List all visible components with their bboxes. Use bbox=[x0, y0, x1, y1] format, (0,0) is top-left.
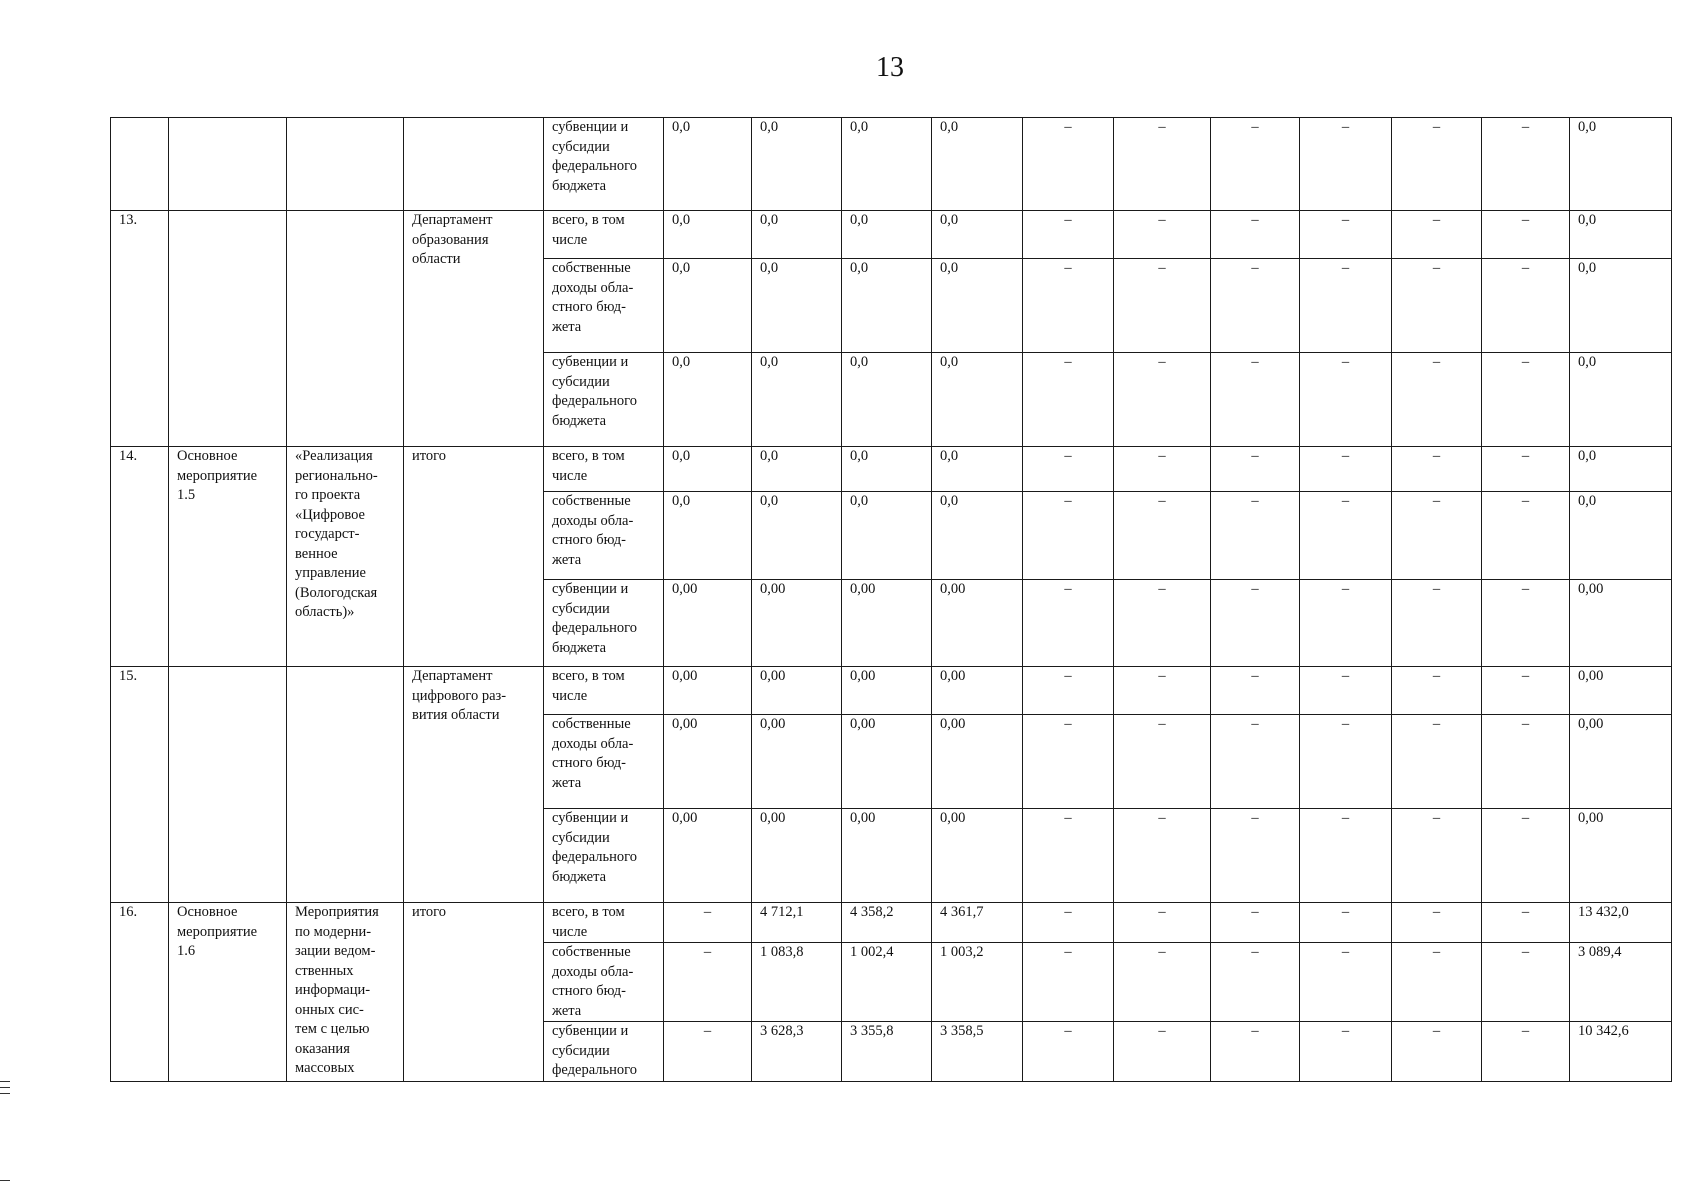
total-value-cell: 10 342,6 bbox=[1570, 1022, 1672, 1082]
activity-title-cell bbox=[287, 667, 404, 903]
cell-text-line: числе bbox=[552, 923, 588, 940]
cell-text-line: числе bbox=[552, 467, 588, 484]
year-value-cell: – bbox=[1211, 118, 1300, 211]
year-value-cell: 0,00 bbox=[932, 667, 1023, 715]
year-value-cell: – bbox=[1300, 580, 1392, 667]
year-value-cell: 0,0 bbox=[932, 447, 1023, 492]
year-value-cell: 0,00 bbox=[842, 809, 932, 903]
cell-text-line: жета bbox=[552, 318, 582, 335]
budget-table bbox=[110, 117, 1672, 1082]
cell-text-line: информаци- bbox=[295, 982, 371, 998]
year-value-cell: – bbox=[1114, 809, 1211, 903]
cell-text-line: субсидии bbox=[552, 600, 610, 617]
cell-text-line: (Вологодская bbox=[295, 584, 378, 601]
cell-text-line: Департамент bbox=[412, 212, 493, 228]
cell-text-line: всего, в том bbox=[552, 904, 625, 920]
activity-title-cell bbox=[287, 447, 404, 667]
cell-text-line: зации ведом- bbox=[295, 943, 376, 959]
cell-text-line: жета bbox=[552, 551, 582, 568]
cell-text-line: доходы обла- bbox=[552, 963, 634, 980]
activity-name-cell bbox=[169, 667, 287, 903]
cell-text-line: жета bbox=[552, 774, 582, 791]
page-number: 13 bbox=[876, 52, 904, 83]
year-value-cell: – bbox=[1392, 492, 1482, 580]
cell-text-line: онных сис- bbox=[295, 1001, 364, 1018]
year-value-cell: 0,0 bbox=[664, 447, 752, 492]
cell-text-line: управление bbox=[295, 565, 366, 581]
table-row bbox=[111, 903, 1672, 943]
year-value-cell: 0,0 bbox=[752, 118, 842, 211]
cell-text-line: числе bbox=[552, 687, 588, 704]
cell-text-line: государст- bbox=[295, 526, 360, 542]
year-value-cell: – bbox=[1300, 211, 1392, 259]
year-value-cell: – bbox=[1392, 447, 1482, 492]
margin-mark bbox=[0, 1093, 10, 1094]
cell-text-line: го проекта bbox=[295, 487, 361, 503]
total-value-cell: 0,00 bbox=[1570, 580, 1672, 667]
year-value-cell: – bbox=[1300, 943, 1392, 1022]
year-value-cell: – bbox=[1211, 353, 1300, 447]
year-value-cell: – bbox=[1482, 447, 1570, 492]
year-value-cell: 0,00 bbox=[932, 809, 1023, 903]
funding-source-cell bbox=[544, 667, 664, 715]
year-value-cell: – bbox=[1114, 353, 1211, 447]
cell-text-line: собственные bbox=[552, 260, 631, 276]
year-value-cell: – bbox=[1300, 903, 1392, 943]
year-value-cell: – bbox=[1114, 943, 1211, 1022]
year-value-cell: – bbox=[1114, 667, 1211, 715]
year-value-cell: – bbox=[1482, 1022, 1570, 1082]
year-value-cell: 0,0 bbox=[932, 353, 1023, 447]
cell-text-line: «Реализация bbox=[295, 448, 373, 464]
year-value-cell: – bbox=[1392, 580, 1482, 667]
cell-text-line: мероприятие bbox=[177, 467, 258, 484]
year-value-cell: 4 712,1 bbox=[752, 903, 842, 943]
activity-name-cell bbox=[169, 447, 287, 667]
year-value-cell: – bbox=[1023, 1022, 1114, 1082]
year-value-cell: 0,0 bbox=[842, 259, 932, 353]
year-value-cell: 0,0 bbox=[664, 211, 752, 259]
activity-title-cell bbox=[287, 211, 404, 447]
cell-text-line: оказания bbox=[295, 1040, 350, 1057]
year-value-cell: – bbox=[1482, 259, 1570, 353]
year-value-cell: 0,00 bbox=[752, 667, 842, 715]
cell-text-line: всего, в том bbox=[552, 212, 625, 228]
cell-text-line: субсидии bbox=[552, 138, 610, 155]
funding-source-cell bbox=[544, 943, 664, 1022]
funding-source-cell bbox=[544, 118, 664, 211]
year-value-cell: 0,00 bbox=[664, 715, 752, 809]
year-value-cell: – bbox=[1114, 447, 1211, 492]
total-value-cell: 0,0 bbox=[1570, 118, 1672, 211]
cell-text-line: субвенции и bbox=[552, 1023, 629, 1039]
cell-text-line: стного бюд- bbox=[552, 299, 626, 315]
funding-source-cell bbox=[544, 492, 664, 580]
year-value-cell: – bbox=[664, 1022, 752, 1082]
row-number-cell: 14. bbox=[111, 447, 169, 667]
year-value-cell: – bbox=[1300, 492, 1392, 580]
year-value-cell: 0,0 bbox=[752, 259, 842, 353]
year-value-cell: – bbox=[1482, 943, 1570, 1022]
cell-text-line: тем с целью bbox=[295, 1021, 370, 1037]
year-value-cell: – bbox=[1211, 667, 1300, 715]
cell-text-line: доходы обла- bbox=[552, 735, 634, 752]
activity-name-cell bbox=[169, 211, 287, 447]
cell-text-line: Основное bbox=[177, 448, 238, 464]
year-value-cell: 0,00 bbox=[752, 809, 842, 903]
cell-text-line: бюджета bbox=[552, 868, 607, 885]
cell-text-line: бюджета bbox=[552, 412, 607, 429]
cell-text-line: 1.6 bbox=[177, 943, 196, 959]
year-value-cell: – bbox=[1482, 667, 1570, 715]
margin-mark bbox=[0, 1081, 10, 1082]
year-value-cell: 0,0 bbox=[752, 447, 842, 492]
year-value-cell: – bbox=[1023, 492, 1114, 580]
year-value-cell: – bbox=[1392, 353, 1482, 447]
year-value-cell: – bbox=[664, 943, 752, 1022]
funding-source-cell bbox=[544, 1022, 664, 1082]
cell-text-line: федерального bbox=[552, 158, 637, 174]
year-value-cell: – bbox=[1023, 353, 1114, 447]
cell-text-line: венное bbox=[295, 545, 338, 562]
year-value-cell: 0,0 bbox=[664, 492, 752, 580]
cell-text-line: всего, в том bbox=[552, 448, 625, 464]
year-value-cell: – bbox=[1023, 809, 1114, 903]
cell-text-line: собственные bbox=[552, 493, 631, 509]
year-value-cell: – bbox=[1023, 667, 1114, 715]
year-value-cell: – bbox=[1482, 211, 1570, 259]
cell-text-line: субсидии bbox=[552, 829, 610, 846]
year-value-cell: – bbox=[1023, 715, 1114, 809]
cell-text-line: массовых bbox=[295, 1060, 355, 1076]
year-value-cell: 0,00 bbox=[932, 580, 1023, 667]
table-body bbox=[111, 118, 1672, 1082]
year-value-cell: 3 358,5 bbox=[932, 1022, 1023, 1082]
total-value-cell: 0,0 bbox=[1570, 259, 1672, 353]
cell-text-line: итого bbox=[412, 904, 446, 920]
cell-text-line: субвенции и bbox=[552, 119, 629, 135]
year-value-cell: – bbox=[1211, 259, 1300, 353]
year-value-cell: 1 003,2 bbox=[932, 943, 1023, 1022]
cell-text-line: Департамент bbox=[412, 668, 493, 684]
funding-source-cell bbox=[544, 715, 664, 809]
year-value-cell: 4 361,7 bbox=[932, 903, 1023, 943]
cell-text-line: субсидии bbox=[552, 373, 610, 390]
cell-text-line: регионально- bbox=[295, 467, 378, 484]
year-value-cell: 0,00 bbox=[842, 667, 932, 715]
cell-text-line: доходы обла- bbox=[552, 279, 634, 296]
year-value-cell: 0,0 bbox=[842, 118, 932, 211]
total-value-cell: 0,00 bbox=[1570, 715, 1672, 809]
row-number-cell: 16. bbox=[111, 903, 169, 1082]
year-value-cell: – bbox=[1392, 715, 1482, 809]
cell-text-line: всего, в том bbox=[552, 668, 625, 684]
year-value-cell: – bbox=[1114, 118, 1211, 211]
row-number-cell bbox=[111, 118, 169, 211]
year-value-cell: 0,0 bbox=[932, 259, 1023, 353]
year-value-cell: – bbox=[1482, 118, 1570, 211]
year-value-cell: – bbox=[1300, 809, 1392, 903]
year-value-cell: – bbox=[1023, 211, 1114, 259]
year-value-cell: 0,00 bbox=[752, 580, 842, 667]
year-value-cell: – bbox=[1211, 903, 1300, 943]
cell-text-line: бюджета bbox=[552, 639, 607, 656]
year-value-cell: – bbox=[1482, 903, 1570, 943]
table-row bbox=[111, 211, 1672, 259]
cell-text-line: мероприятие bbox=[177, 923, 258, 940]
year-value-cell: – bbox=[1392, 259, 1482, 353]
year-value-cell: – bbox=[1211, 1022, 1300, 1082]
year-value-cell: 3 355,8 bbox=[842, 1022, 932, 1082]
year-value-cell: – bbox=[1114, 211, 1211, 259]
year-value-cell: – bbox=[1392, 211, 1482, 259]
year-value-cell: – bbox=[1023, 118, 1114, 211]
cell-text-line: образования bbox=[412, 231, 489, 248]
year-value-cell: 0,0 bbox=[752, 211, 842, 259]
year-value-cell: – bbox=[1211, 809, 1300, 903]
year-value-cell: – bbox=[1300, 715, 1392, 809]
activity-title-cell bbox=[287, 903, 404, 1082]
table-row bbox=[111, 447, 1672, 492]
year-value-cell: 0,0 bbox=[752, 353, 842, 447]
margin-mark bbox=[0, 1087, 10, 1088]
year-value-cell: 0,0 bbox=[932, 492, 1023, 580]
total-value-cell: 0,0 bbox=[1570, 353, 1672, 447]
cell-text-line: жета bbox=[552, 1002, 582, 1019]
cell-text-line: цифрового раз- bbox=[412, 687, 507, 704]
year-value-cell: – bbox=[1023, 903, 1114, 943]
year-value-cell: – bbox=[664, 903, 752, 943]
year-value-cell: 4 358,2 bbox=[842, 903, 932, 943]
cell-text-line: федерального bbox=[552, 1062, 637, 1078]
table-row bbox=[111, 118, 1672, 211]
year-value-cell: 0,0 bbox=[664, 353, 752, 447]
year-value-cell: 3 628,3 bbox=[752, 1022, 842, 1082]
cell-text-line: стного бюд- bbox=[552, 983, 626, 999]
year-value-cell: – bbox=[1482, 715, 1570, 809]
year-value-cell: – bbox=[1300, 667, 1392, 715]
executor-cell bbox=[404, 211, 544, 447]
executor-cell bbox=[404, 903, 544, 1082]
activity-title-cell bbox=[287, 118, 404, 211]
cell-text-line: ственных bbox=[295, 962, 354, 979]
year-value-cell: – bbox=[1023, 259, 1114, 353]
year-value-cell: – bbox=[1300, 1022, 1392, 1082]
funding-source-cell bbox=[544, 211, 664, 259]
year-value-cell: – bbox=[1211, 447, 1300, 492]
year-value-cell: – bbox=[1482, 580, 1570, 667]
year-value-cell: – bbox=[1392, 903, 1482, 943]
funding-source-cell bbox=[544, 447, 664, 492]
year-value-cell: 0,00 bbox=[932, 715, 1023, 809]
year-value-cell: 0,0 bbox=[842, 353, 932, 447]
cell-text-line: 1.5 bbox=[177, 487, 196, 503]
table-row bbox=[111, 667, 1672, 715]
cell-text-line: федерального bbox=[552, 620, 637, 636]
year-value-cell: – bbox=[1482, 809, 1570, 903]
executor-cell bbox=[404, 118, 544, 211]
row-number-cell: 13. bbox=[111, 211, 169, 447]
year-value-cell: 1 083,8 bbox=[752, 943, 842, 1022]
cell-text-line: стного бюд- bbox=[552, 755, 626, 771]
cell-text-line: Мероприятия bbox=[295, 904, 379, 920]
year-value-cell: 0,00 bbox=[664, 667, 752, 715]
year-value-cell: – bbox=[1482, 492, 1570, 580]
activity-name-cell bbox=[169, 118, 287, 211]
year-value-cell: – bbox=[1300, 118, 1392, 211]
year-value-cell: – bbox=[1114, 259, 1211, 353]
cell-text-line: итого bbox=[412, 448, 446, 464]
year-value-cell: – bbox=[1392, 118, 1482, 211]
year-value-cell: – bbox=[1114, 580, 1211, 667]
year-value-cell: 0,0 bbox=[932, 118, 1023, 211]
total-value-cell: 0,0 bbox=[1570, 211, 1672, 259]
year-value-cell: – bbox=[1211, 943, 1300, 1022]
funding-source-cell bbox=[544, 903, 664, 943]
cell-text-line: собственные bbox=[552, 716, 631, 732]
cell-text-line: субвенции и bbox=[552, 354, 629, 370]
year-value-cell: – bbox=[1114, 715, 1211, 809]
year-value-cell: – bbox=[1211, 211, 1300, 259]
total-value-cell: 0,00 bbox=[1570, 809, 1672, 903]
year-value-cell: – bbox=[1300, 353, 1392, 447]
funding-source-cell bbox=[544, 580, 664, 667]
total-value-cell: 0,00 bbox=[1570, 667, 1672, 715]
year-value-cell: – bbox=[1023, 580, 1114, 667]
total-value-cell: 13 432,0 bbox=[1570, 903, 1672, 943]
year-value-cell: – bbox=[1392, 809, 1482, 903]
cell-text-line: числе bbox=[552, 231, 588, 248]
year-value-cell: – bbox=[1482, 353, 1570, 447]
cell-text-line: субвенции и bbox=[552, 810, 629, 826]
year-value-cell: – bbox=[1300, 259, 1392, 353]
cell-text-line: Основное bbox=[177, 904, 238, 920]
year-value-cell: 0,00 bbox=[842, 715, 932, 809]
cell-text-line: стного бюд- bbox=[552, 532, 626, 548]
year-value-cell: – bbox=[1114, 903, 1211, 943]
year-value-cell: 0,00 bbox=[664, 580, 752, 667]
year-value-cell: 0,0 bbox=[842, 492, 932, 580]
year-value-cell: 0,00 bbox=[842, 580, 932, 667]
total-value-cell: 3 089,4 bbox=[1570, 943, 1672, 1022]
cell-text-line: субсидии bbox=[552, 1042, 610, 1059]
cell-text-line: собственные bbox=[552, 944, 631, 960]
year-value-cell: – bbox=[1211, 492, 1300, 580]
year-value-cell: – bbox=[1392, 943, 1482, 1022]
total-value-cell: 0,0 bbox=[1570, 447, 1672, 492]
year-value-cell: 1 002,4 bbox=[842, 943, 932, 1022]
year-value-cell: 0,00 bbox=[752, 715, 842, 809]
cell-text-line: федерального bbox=[552, 849, 637, 865]
year-value-cell: 0,0 bbox=[842, 211, 932, 259]
year-value-cell: – bbox=[1114, 1022, 1211, 1082]
cell-text-line: вития области bbox=[412, 707, 500, 723]
year-value-cell: 0,00 bbox=[664, 809, 752, 903]
cell-text-line: область)» bbox=[295, 604, 355, 620]
year-value-cell: – bbox=[1392, 667, 1482, 715]
cell-text-line: доходы обла- bbox=[552, 512, 634, 529]
funding-source-cell bbox=[544, 259, 664, 353]
year-value-cell: – bbox=[1023, 943, 1114, 1022]
year-value-cell: 0,0 bbox=[664, 259, 752, 353]
year-value-cell: – bbox=[1023, 447, 1114, 492]
cell-text-line: по модерни- bbox=[295, 923, 372, 940]
cell-text-line: федерального bbox=[552, 393, 637, 409]
row-number-cell: 15. bbox=[111, 667, 169, 903]
year-value-cell: 0,0 bbox=[932, 211, 1023, 259]
cell-text-line: «Цифровое bbox=[295, 506, 365, 523]
year-value-cell: – bbox=[1211, 715, 1300, 809]
year-value-cell: – bbox=[1300, 447, 1392, 492]
cell-text-line: субвенции и bbox=[552, 581, 629, 597]
executor-cell bbox=[404, 447, 544, 667]
cell-text-line: области bbox=[412, 251, 461, 267]
activity-name-cell bbox=[169, 903, 287, 1082]
executor-cell bbox=[404, 667, 544, 903]
cell-text-line: бюджета bbox=[552, 177, 607, 194]
year-value-cell: – bbox=[1211, 580, 1300, 667]
year-value-cell: 0,0 bbox=[842, 447, 932, 492]
funding-source-cell bbox=[544, 809, 664, 903]
margin-mark bbox=[0, 1180, 10, 1181]
year-value-cell: – bbox=[1392, 1022, 1482, 1082]
total-value-cell: 0,0 bbox=[1570, 492, 1672, 580]
year-value-cell: 0,0 bbox=[664, 118, 752, 211]
year-value-cell: 0,0 bbox=[752, 492, 842, 580]
funding-source-cell bbox=[544, 353, 664, 447]
year-value-cell: – bbox=[1114, 492, 1211, 580]
